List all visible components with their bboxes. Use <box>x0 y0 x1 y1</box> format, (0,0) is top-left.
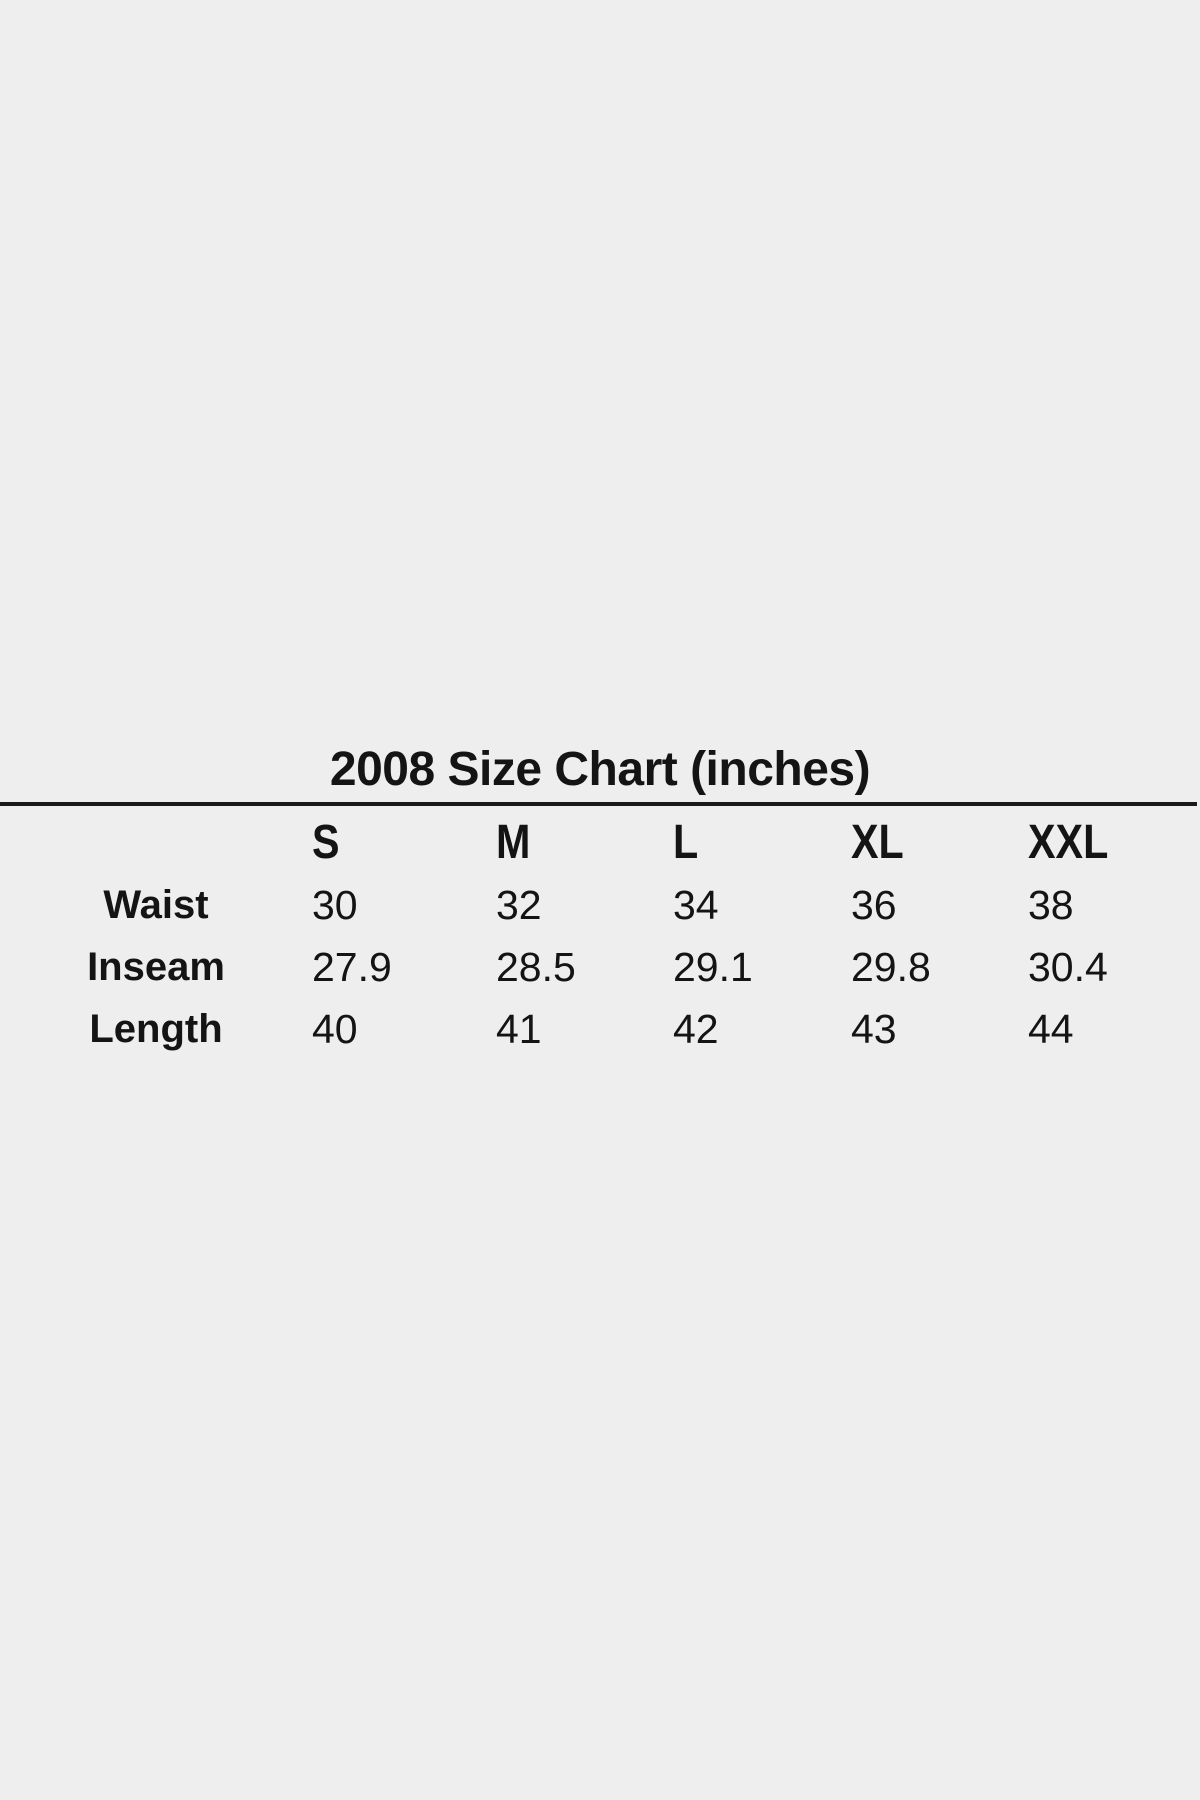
table-cell: 42 <box>673 1005 719 1052</box>
size-table <box>0 812 1200 1060</box>
table-cell: 43 <box>851 1005 897 1052</box>
column-header-xl <box>851 816 1028 869</box>
table-cell: 30.4 <box>1028 943 1108 990</box>
table-cell: 29.1 <box>673 943 753 990</box>
table-cell: 40 <box>312 1005 358 1052</box>
row-label: Inseam <box>87 945 225 989</box>
column-header-xxl <box>1028 816 1200 869</box>
table-cell: 36 <box>851 881 897 928</box>
table-cell: 32 <box>496 881 542 928</box>
table-cell: 30 <box>312 881 358 928</box>
table-row-waist <box>0 874 1200 936</box>
column-header-m <box>496 816 673 869</box>
table-cell: 27.9 <box>312 943 392 990</box>
column-header-l <box>673 816 851 869</box>
row-label: Length <box>89 1007 223 1051</box>
table-header-row <box>0 812 1200 874</box>
row-label: Waist <box>103 883 209 927</box>
column-header-label: XXL <box>1028 816 1109 869</box>
column-header-label: S <box>312 816 340 869</box>
table-row-inseam <box>0 936 1200 998</box>
table-cell: 38 <box>1028 881 1074 928</box>
table-cell: 29.8 <box>851 943 931 990</box>
table-row-length <box>0 998 1200 1060</box>
column-header-label: M <box>496 816 531 869</box>
title-divider-line <box>0 802 1197 806</box>
chart-title: 2008 Size Chart (inches) <box>329 743 871 796</box>
column-header-label: L <box>673 816 699 869</box>
column-header-label: XL <box>851 816 904 869</box>
table-cell: 34 <box>673 881 719 928</box>
column-header-s <box>312 816 496 869</box>
table-cell: 44 <box>1028 1005 1074 1052</box>
table-cell: 28.5 <box>496 943 576 990</box>
table-cell: 41 <box>496 1005 542 1052</box>
